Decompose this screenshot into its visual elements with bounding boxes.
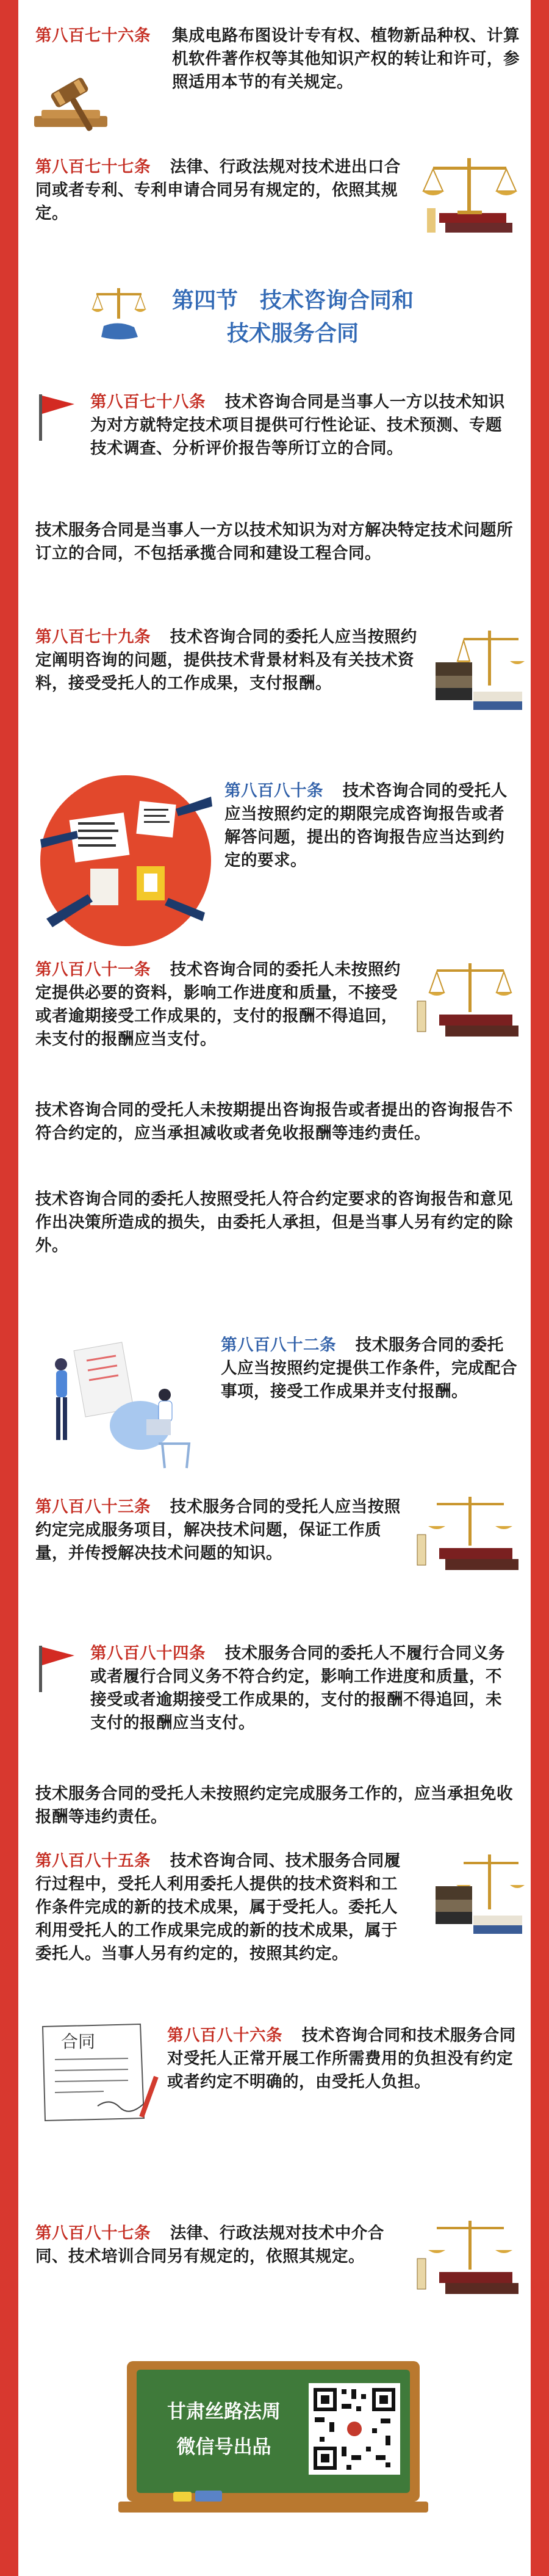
article-877	[18, 156, 531, 253]
article-number: 第八百七十七条	[35, 157, 151, 176]
article-text-2: 技术服务合同的受托人未按照约定完成服务工作的，应当承担免收报酬等违约责任。	[35, 1784, 513, 1826]
contract-title: 合同	[61, 2031, 96, 2052]
article-text-2: 技术服务合同是当事人一方以技术知识为对方解决特定技术问题所订立的合同，不包括承揽合同和建设工程合同。	[35, 521, 513, 563]
article-number: 第八百八十二条	[221, 1336, 336, 1355]
article-number: 第八百七十六条	[35, 26, 151, 45]
scales-books-hourglass-icon	[409, 958, 525, 1050]
office-people-illustration	[43, 1334, 201, 1474]
article-886	[18, 2021, 531, 2124]
scales-books-hourglass-icon	[409, 1492, 525, 1583]
article-879	[18, 626, 531, 766]
consulting-meeting-illustration	[34, 772, 217, 949]
eraser	[195, 2491, 222, 2502]
scales-books-hourglass-icon	[409, 2216, 525, 2307]
article-text: 技术咨询合同和技术服务合同对受托人正常开展工作所需费用的负担没有约定或者约定不明确的，由受托人负担。	[167, 2026, 516, 2091]
article-text: 技术咨询合同、技术服务合同履行过程中，受托人利用委托人提供的技术资料和工作条件完成的新的技术成果，属于受托人。委托人利用受托人的工作成果完成的新的技术成果，属于委托人。当事人另有约定的，按照其约定。	[35, 1851, 401, 1963]
article-883	[18, 1496, 531, 1618]
article-880	[18, 772, 531, 949]
article-number: 第八百八十七条	[35, 2224, 151, 2243]
section-title-line2: 技术服务合同	[226, 321, 359, 346]
article-881	[18, 958, 531, 1300]
article-number: 第八百八十五条	[35, 1851, 151, 1870]
article-878	[18, 391, 531, 604]
article-text: 法律、行政法规对技术进出口合同或者专利、专利申请合同另有规定的，依照其规定。	[35, 157, 401, 223]
section-header	[18, 281, 531, 360]
article-885	[18, 1850, 531, 2021]
article-number: 第八百七十八条	[90, 393, 206, 411]
red-flag-icon	[35, 1644, 78, 1693]
board-ledge	[118, 2502, 428, 2513]
footer-line1: 甘肃丝路法周	[167, 2401, 281, 2423]
article-887	[18, 2222, 531, 2314]
article-text: 技术服务合同的受托人应当按照约定完成服务项目，解决技术问题，保证工作质量，并传授解决技术问题的知识。	[35, 1497, 401, 1563]
footer-line2: 微信号出品	[176, 2436, 271, 2458]
article-text: 技术咨询合同是当事人一方以技术知识为对方就特定技术项目提供可行性论证、技术预测、专题技术调查、分析评价报告等所订立的合同。	[90, 393, 505, 458]
article-882	[18, 1334, 531, 1480]
article-text: 技术服务合同的委托人不履行合同义务或者履行合同义务不符合约定，影响工作进度和质量，不接受或者逾期接受工作成果的，支付的报酬不得追回，未支付的报酬应当支付。	[90, 1644, 505, 1732]
scales-of-justice-icon	[421, 152, 518, 244]
article-number: 第八百八十条	[224, 781, 323, 800]
article-number: 第八百七十九条	[35, 628, 151, 646]
article-number: 第八百八十四条	[90, 1644, 206, 1663]
article-text-3: 技术咨询合同的委托人按照受托人符合约定要求的咨询报告和意见作出决策所造成的损失，由委托人承担，但是当事人另有约定的除外。	[35, 1190, 513, 1255]
article-text-2: 技术咨询合同的受托人未按期提出咨询报告或者提出的咨询报告不符合约定的，应当承担减收或者免收报酬等违约责任。	[35, 1101, 513, 1143]
contract-document-icon	[37, 2021, 159, 2124]
article-text: 技术咨询合同的受托人应当按照约定的期限完成咨询报告或者解答问题，提出的咨询报告应当达到约定的要求。	[224, 781, 508, 870]
board-surface	[137, 2370, 410, 2493]
content-panel	[18, 0, 531, 2576]
article-text: 技术咨询合同的委托人未按照约定提供必要的资料，影响工作进度和质量，不接受或者逾期接受工作成果的，支付的报酬不得追回，未支付的报酬应当支付。	[35, 960, 401, 1049]
article-text: 技术咨询合同的委托人应当按照约定阐明咨询的问题，提供技术背景材料及有关技术资料，接受受托人的工作成果，支付报酬。	[35, 628, 417, 693]
article-number: 第八百八十三条	[35, 1497, 151, 1516]
scales-books-icon	[433, 1850, 525, 1941]
footer-board	[18, 2356, 531, 2539]
article-884	[18, 1642, 531, 1843]
article-number: 第八百八十一条	[35, 960, 151, 979]
article-text: 集成电路布图设计专有权、植物新品种权、计算机软件著作权等其他知识产权的转让和许可，参照适用本节的有关规定。	[172, 26, 520, 92]
chalk-piece	[173, 2492, 192, 2502]
scales-books-icon	[433, 626, 525, 717]
article-text: 技术服务合同的委托人应当按照约定提供工作条件，完成配合事项，接受工作成果并支付报酬。	[221, 1336, 517, 1401]
red-flag-icon	[35, 393, 78, 442]
qr-code	[309, 2383, 400, 2475]
article-number: 第八百八十六条	[167, 2026, 282, 2045]
article-876	[18, 24, 531, 140]
article-text: 法律、行政法规对技术中介合同、技术培训合同另有规定的，依照其规定。	[35, 2224, 384, 2266]
section-title-line1: 第四节 技术咨询合同和	[171, 288, 414, 313]
gavel-icon	[28, 67, 117, 134]
